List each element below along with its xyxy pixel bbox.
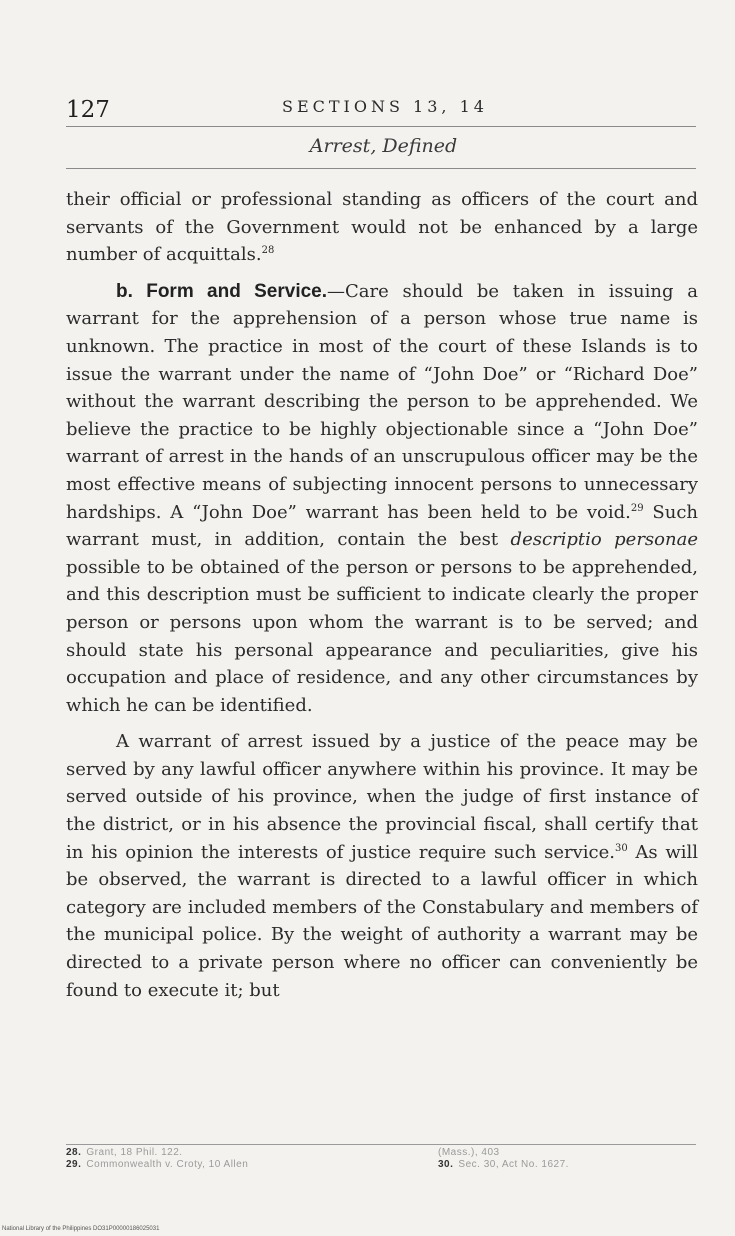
paragraph-1: [66, 186, 698, 269]
paragraph-3-text-b: As will be observed, the warrant is directed to a lawful officer in which category are included members of the Constabulary and members of the municipal police. By the weight of authority a warrant may be directed to a private person where no officer can conveniently be found to execute it; but: [66, 841, 699, 1001]
running-head: SECTIONS 13, 14: [282, 97, 488, 116]
footnote-rule: [66, 1144, 696, 1145]
subtitle-rule: [66, 168, 696, 169]
footnote-text: Commonwealth v. Croty, 10 Allen: [86, 1159, 249, 1170]
footnote-ref-29: 29: [630, 502, 644, 514]
footnote-row-2: [66, 1159, 706, 1171]
page-number: 127: [66, 97, 110, 123]
footnote-number: 28.: [66, 1147, 82, 1158]
footnote-29-cont: [438, 1147, 500, 1159]
footnotes: [66, 1147, 706, 1171]
footnote-ref-30: 30: [615, 842, 628, 854]
footnote-text: Sec. 30, Act No. 1627.: [458, 1159, 569, 1170]
footnote-number: 29.: [66, 1159, 82, 1170]
paragraph-1-text: their official or professional standing as officers of the court and servants of the Government would not be enhanced by a large number of acquittals.: [66, 189, 698, 266]
section-heading: b. Form and Service.: [116, 280, 328, 302]
footnote-row-1: [66, 1147, 706, 1159]
paragraph-2-text-b: Such warrant must, in addition, contain the best: [66, 501, 698, 551]
footnote-28: [66, 1147, 438, 1159]
paragraph-2-text-c: possible to be obtained of the person or persons to be apprehended, and this description must be sufficient to indicate clearly the proper person or persons upon whom the warrant is to be served; and should state his personal appearance and peculiarities, give his occupation and place of residence, and any other circumstances by which he can be identified.: [66, 556, 698, 716]
footnote-text: Grant, 18 Phil. 122.: [86, 1147, 183, 1158]
footnote-29: [66, 1159, 438, 1171]
paragraph-2: [66, 278, 698, 720]
footnote-30: [438, 1159, 569, 1171]
paragraph-2-text-a: —Care should be taken in issuing a warrant for the apprehension of a person whose true name is unknown. The practice in most of the court of these Islands is to issue the warrant under the name of “John Doe” or “Richard Doe” without the warrant describing the person to be apprehended. We believe the practice to be highly objectionable since a “John Doe” warrant of arrest in the hands of an unscrupulous officer may be the most effective means of subjecting innocent persons to unnecessary hardships. A “John Doe” warrant has been held to be void.: [66, 280, 698, 523]
footnote-number: 30.: [438, 1159, 454, 1170]
paragraph-3-text-a: A warrant of arrest issued by a justice of the peace may be served by any lawful officer anywhere within his province. It may be served outside of his province, when the judge of first instance of the district, or in his absence the provincial fiscal, shall certify that in his opinion the interests of justice require such service.: [66, 731, 698, 863]
footnote-ref-28: 28: [261, 245, 275, 257]
latin-term: descriptio personae: [510, 529, 698, 551]
section-subtitle-text: Arrest, Defined: [309, 135, 458, 157]
paragraph-3: [66, 728, 698, 1004]
header-rule: [66, 126, 696, 127]
section-subtitle: [0, 135, 735, 157]
footnote-text: (Mass.), 403: [438, 1147, 500, 1158]
scan-credit: National Library of the Philippines DO31P00000186025031: [2, 1226, 160, 1232]
body-text: [66, 186, 698, 1004]
